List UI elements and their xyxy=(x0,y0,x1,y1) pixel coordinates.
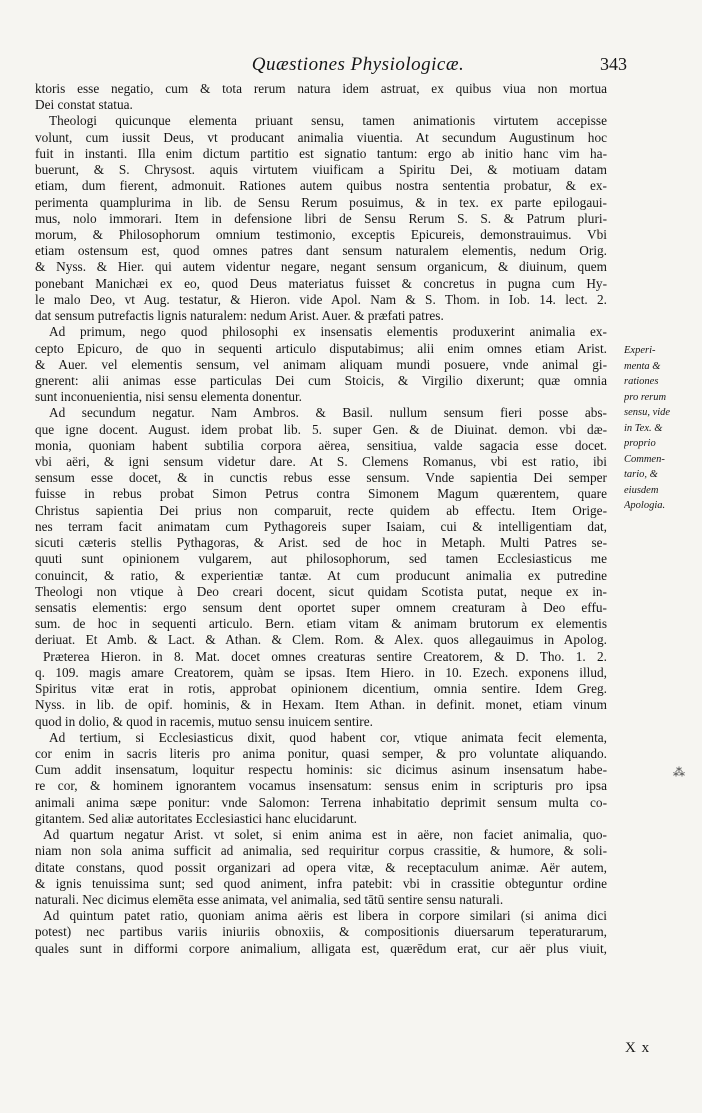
text-line: Christus sapientia Dei prius non comparuit, recte quidem ab effectu. Item Orige- xyxy=(35,502,607,518)
text-line: conuincit, & ratio, & experientiæ tantæ. At cum producunt animalia ex putredine xyxy=(35,567,607,583)
text-line: Ad tertium, si Ecclesiasticus dixit, quod habent cor, vtique animata fecit elementa, xyxy=(49,729,607,745)
text-line: potest) nec partibus variis iniuriis obnoxiis, & compositionis diuersarum teperaturarum, xyxy=(35,924,607,940)
text-line: Præterea Hieron. in 8. Mat. docet omnes creaturas sentire Creatorem, & D. Tho. 1. 2. xyxy=(43,648,607,664)
margin-note-line: tario, & xyxy=(624,469,658,480)
text-line: fuisse in rebus probat Simon Petrus contra Simonem Magum quærentem, quare xyxy=(35,486,607,502)
text-line: quuti sunt opinionem vulgarem, aut philosophorum, sed tamen Ecclesiasticus me xyxy=(35,551,607,567)
text-line: sicuti cæteris stellis Pythagoras, & Arist. sed de hoc in Metaph. Multi Patres se- xyxy=(35,535,607,551)
text-line: Ad quintum patet ratio, quoniam anima aëris est libera in corpore similari (si anima dici xyxy=(43,908,607,924)
text-line: Cum addit insensatum, loquitur respectu hominis: sic dicimus asinum insensatum habe- xyxy=(35,762,607,778)
marginal-note xyxy=(624,343,684,514)
page-number: 343 xyxy=(600,54,627,74)
text-line: ktoris esse negatio, cum & tota rerum natura idem astruat, ex quibus viua non mortua xyxy=(35,81,607,96)
text-line: sunt inconuenientia, nisi sensu elementa donentur. xyxy=(35,389,302,405)
text-line: ponebant Manichæi ex eo, quod Deus materiatus fuisset & concretus in pugna cum Hy- xyxy=(35,275,607,291)
text-line: Ad secundum negatur. Nam Ambros. & Basil. nullum sensum fieri posse abs- xyxy=(49,405,607,421)
text-line: Ad primum, nego quod philosophi ex insensatis elementis produxerint animalia ex- xyxy=(49,324,607,340)
text-line: & Nyss. & Hier. qui autem videntur negare, negant sensum organicum, & diuinum, quem xyxy=(35,259,607,275)
text-line: gitantem. Sed aliæ autoritates Ecclesiastici hanc elucidarunt. xyxy=(35,810,357,826)
text-line: quod in dolio, & quod in racemis, mutuo sensu inuicem sentire. xyxy=(35,713,373,729)
margin-note-line: rationes xyxy=(624,376,659,387)
margin-note-line: Commen- xyxy=(624,453,665,465)
text-line: Nyss. in lib. de opif. hominis, & in Hexam. Item Athan. in definit. monet, etiam vinum xyxy=(35,697,607,713)
text-line: perimenta quamplurima in lib. de Sensu Rerum posuimus, & in tex. ex parte epilogaui- xyxy=(35,194,607,210)
text-line: Theologi quicunque elementa priuant sensu, tamen animationis virtutem accepisse xyxy=(49,113,607,129)
text-line: q. 109. magis amare Creatorem, quàm se ipsas. Item Hiero. in 10. Ezech. exponens illud, xyxy=(35,664,607,680)
text-line: le malo Deo, vt Aug. testatur, & Hieron. vide Apol. Nam & S. Thom. in Iob. 14. lect. 2. xyxy=(35,291,607,307)
margin-note-line: menta & xyxy=(624,360,661,372)
margin-note-line: pro rerum xyxy=(624,391,667,403)
text-line: dat sensum putrefactis lignis naturalem: nedum Arist. Auer. & præfati patres. xyxy=(35,308,444,324)
text-line: que igne docent. August. idem probat lib. 5. super Gen. & de Diuinat. demon. vbi dæ- xyxy=(35,421,607,437)
text-line: etiam ostensum est, quod omnes patres dant sensum naturalem elementis, nedum Orig. xyxy=(35,243,607,259)
text-line: Theologi non vtique à Deo creari docent, sicut quidam Scotista putat, neque ex in- xyxy=(35,583,607,599)
text-line: cor enim in sacris literis pro anima ponitur, quasi semper, & pro voluntate aliquando. xyxy=(35,745,607,761)
margin-note-line: sensu, vide xyxy=(624,407,671,418)
text-line: & Auer. vel elementis sensum, vel animam aliquam mundi posuere, vnde animal gi- xyxy=(35,356,607,372)
signature-mark: X x xyxy=(625,1040,651,1056)
margin-note-line: Apologia. xyxy=(624,500,666,511)
text-line: sum. de hoc in sequenti articulo. Bern. etiam vitam & animam brutorum ex elementis xyxy=(35,616,607,632)
text-line: volunt, cum iussit Deus, vt producant animalia viuentia. At secundum Augustinum hoc xyxy=(35,129,607,145)
text-line: ditate constans, quod possit organizari ad opera vitæ, & receptaculum animæ. Aër autem, xyxy=(35,859,607,875)
text-line: deriuat. Et Amb. & Lact. & Athan. & Clem. Rom. & Alex. quos allegauimus in Apolog. xyxy=(35,632,607,648)
text-line: Ad quartum negatur Arist. vt solet, si enim anima est in aëre, non faciet animalia, quo- xyxy=(43,827,607,843)
text-line: etiam, dum fierent, admonuit. Rationes autem quibus nostra sententia probatur, & ex- xyxy=(35,178,607,194)
text-line: niam non sola anima sufficit ad animalia, sed requiritur corpus crassitie, & humore, & soli- xyxy=(35,843,607,859)
text-line: naturali. Nec dicimus elemēta esse animata, vel animalia, sed tātū sentire sensu naturali. xyxy=(35,891,504,907)
text-line: nes terram facit animatam cum Pythagoreis super Isaiam, cui & intelligentiam dat, xyxy=(35,518,607,534)
text-line: Dei constat statua. xyxy=(35,97,133,113)
page-header xyxy=(0,54,702,80)
stray-ink-mark: ⁂ xyxy=(673,765,685,779)
main-text xyxy=(35,81,607,957)
text-line: Spiritus vitæ erat in rotis, approbat opinionem dicentium, omnia sentire. Idem Greg. xyxy=(35,681,607,697)
margin-note-line: proprio xyxy=(624,438,656,449)
margin-note-line: eiusdem xyxy=(624,484,659,496)
text-line: sensatis elementis: ergo sensum dent oportet super omnem creaturam à Deo effu- xyxy=(35,600,607,615)
text-line: & ignis tenuissima sunt; sed quod animent, infra patebit: vbi in crassitie obteguntur ordine xyxy=(35,875,607,891)
text-line: buerunt, & S. Chrysost. aquis virtutem viuificam a Spiritu Dei, & motiuam datam xyxy=(35,162,607,178)
text-line: monia, quoniam habent subtilia corpora aërea, sensitiua, valde sagacia esse docet. xyxy=(35,437,607,453)
text-line: re cor, & hominem ignorantem vocamus insensatum: sensus enim in scripturis pro ipsa xyxy=(35,778,607,794)
running-title: Quæstiones Physiologicæ. xyxy=(251,54,465,75)
text-line: cepto Epicuro, de quo in sequenti articulo disputabimus; alii enim omnes etiam Arist. xyxy=(35,340,607,356)
text-line: morum, & Philosophorum omnium testimonio, exceptis Epicureis, demonstrauimus. Vbi xyxy=(35,226,607,242)
text-line: animali anima sæpe ponitur: vnde Salomon: Terrena inhabitatio deprimit sensum multa co- xyxy=(35,794,607,810)
margin-note-line: in Tex. & xyxy=(624,422,663,434)
text-line: gnerent: alii animas esse particulas Dei cum Stoicis, & Virgilio dixerunt; quæ omnia xyxy=(35,372,607,388)
text-line: sensum esse docet, & in cunctis rebus esse sensum. Vnde sapientia Dei semper xyxy=(35,470,607,486)
text-line: quales sunt in difformi corpore animalium, alligata est, quærēdum erat, cur aër plus viuit, xyxy=(35,940,607,956)
text-line: vbi aëri, & igni sensum videtur dare. At S. Clemens Romanus, vbi est ratio, ibi xyxy=(35,454,607,470)
text-line: mus, nolo immorari. Item in defensione libri de Sensu Rerum S. S. & Patrum pluri- xyxy=(35,210,607,226)
text-line: fuit in instanti. Illa enim dictum partitio est signatio tantum: ergo ab initio hanc vim ha- xyxy=(35,145,607,161)
margin-note-line: Experi- xyxy=(624,345,656,356)
